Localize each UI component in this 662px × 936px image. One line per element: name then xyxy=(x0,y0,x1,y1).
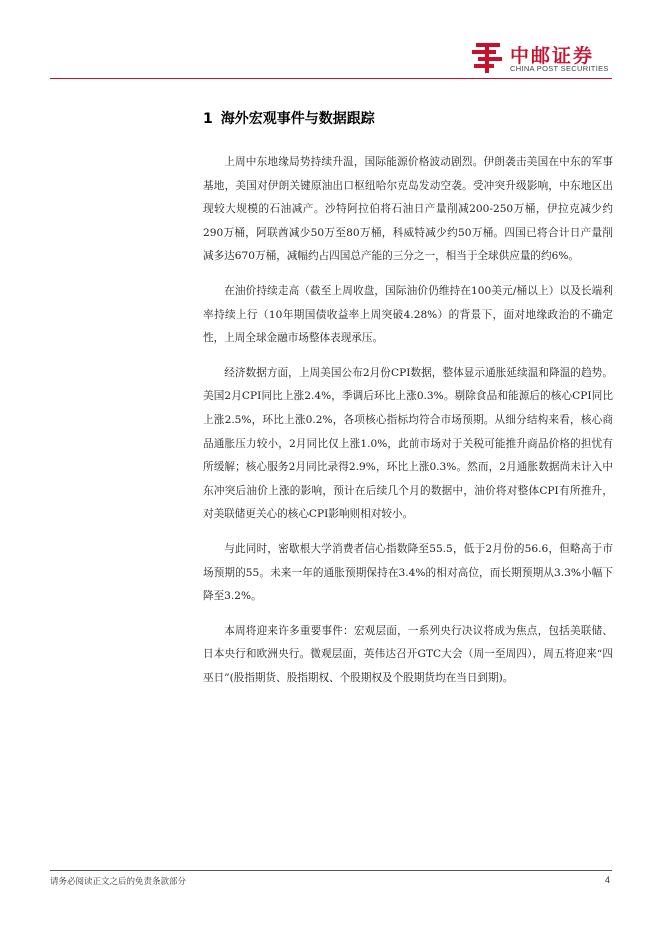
page-header xyxy=(0,0,662,80)
disclaimer-note: 请务必阅读正文之后的免责条款部分 xyxy=(50,877,187,887)
page-number: 4 xyxy=(604,875,610,885)
paragraph: 经济数据方面，上周美国公布2月份CPI数据，整体显示通胀延续温和降温的趋势。美国2月CPI同比上涨2.4%，季调后环比上涨0.3%。剔除食品和能源后的核心CPI同比上涨2.5%，环比上涨0.2%，各项核心指标均符合市场预期。从细分结构来看，核心商品通胀压力较小，2月同比仅上涨1.0%，此前市场对于关税可能推升商品价格的担忧有所缓解；核心服务2月同比录得2.9%，环比上涨0.3%。然而，2月通胀数据尚未计入中东冲突后油价上涨的影响，预计在后续几个月的数据中，油价将对整体CPI有所推升，对美联储更关心的核心CPI影响则相对较小。 xyxy=(203,366,613,521)
paragraph: 与此同时，密歇根大学消费者信心指数降至55.5，低于2月份的56.6，但略高于市场预期的55。未来一年的通胀预期保持在3.4%的相对高位，而长期预期从3.3%小幅下降至3.2%。 xyxy=(203,542,613,603)
section-heading xyxy=(203,108,375,128)
paragraph: 本周将迎来许多重要事件：宏观层面，一系列央行决议将成为焦点，包括美联储、日本央行和欧洲央行。微观层面，英伟达召开GTC大会（周一至周四），周五将迎来“四巫日”(股指期货、股指期权、个股期权及个股期货均在当日到期)。 xyxy=(203,624,613,684)
header-divider xyxy=(50,78,612,79)
logo-chinese-name: 中邮证券 xyxy=(510,45,595,67)
section-title-text: 海外宏观事件与数据跟踪 xyxy=(220,111,375,127)
body-text xyxy=(203,151,613,701)
company-logo xyxy=(470,40,620,76)
section-number: 1 xyxy=(203,111,213,127)
china-post-logo-icon xyxy=(470,40,504,74)
footer-divider xyxy=(50,870,612,871)
logo-english-name: CHINA POST SECURITIES xyxy=(510,64,609,73)
paragraph: 上周中东地缘局势持续升温，国际能源价格波动剧烈。伊朗袭击美国在中东的军事基地，美国对伊朗关键原油出口枢纽哈尔克岛发动空袭。受冲突升级影响，中东地区出现较大规模的石油减产。沙特阿拉伯将石油日产量削减200-250万桶，伊拉克减少约290万桶，阿联酋减少50万至80万桶，科威特减少约50万桶。四国已将合计日产量削减多达670万桶，减幅约占四国总产能的三分之一，相当于全球供应量的约6%。 xyxy=(203,156,613,263)
paragraph: 在油价持续走高（截至上周收盘，国际油价仍维持在100美元/桶以上）以及长端利率持续上行（10年期国债收益率上周突破4.28%）的背景下，面对地缘政治的不确定性，上周全球金融市场整体表现承压。 xyxy=(203,284,613,345)
